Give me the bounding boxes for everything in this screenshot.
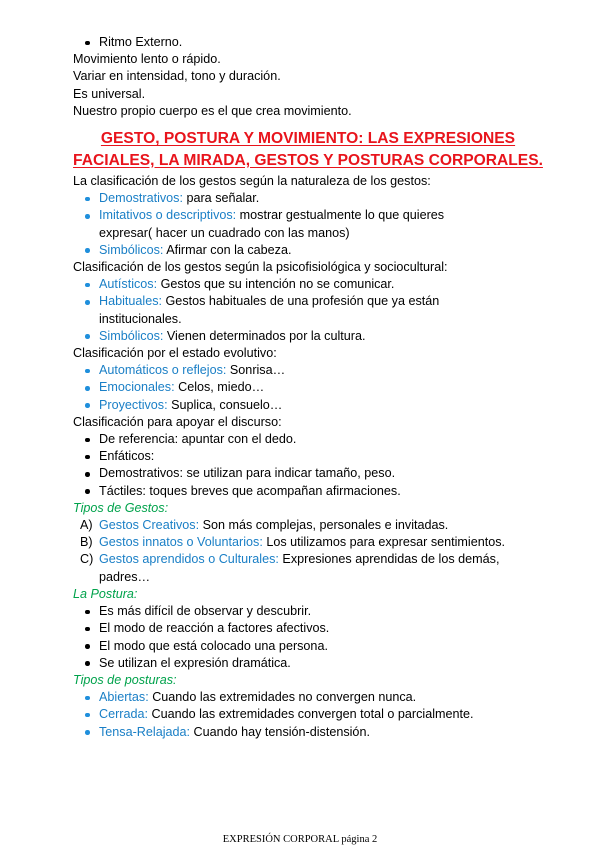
- list-item: Emocionales: Celos, miedo…: [73, 379, 543, 396]
- evolutivo-list: [73, 362, 543, 414]
- tipos-posturas-list: [73, 689, 543, 741]
- list-item: Habituales: Gestos habituales de una profesión que ya están institucionales.: [73, 293, 543, 327]
- list-item: Automáticos o reflejos: Sonrisa…: [73, 362, 543, 379]
- list-item: Proyectivos: Suplica, consuelo…: [73, 397, 543, 414]
- term: Habituales:: [99, 294, 163, 309]
- subsection-title: Tipos de posturas:: [73, 672, 177, 687]
- list-item: Ritmo Externo.: [73, 34, 543, 51]
- list-item: El modo de reacción a factores afectivos.: [73, 620, 543, 637]
- term: Demostrativos:: [99, 191, 183, 206]
- intro-line: Variar en intensidad, tono y duración.: [73, 69, 281, 84]
- term: Abiertas:: [99, 690, 149, 705]
- list-item: B) Gestos innatos o Voluntarios: Los utilizamos para expresar sentimientos.: [73, 534, 543, 551]
- document-page: [73, 34, 543, 741]
- subsection-title: Tipos de Gestos:: [73, 500, 169, 515]
- list-item: Demostrativos: se utilizan para indicar tamaño, peso.: [73, 465, 543, 482]
- term: Gestos aprendidos o Culturales:: [99, 552, 279, 567]
- list-marker: C): [80, 552, 94, 567]
- term: Imitativos o descriptivos:: [99, 208, 237, 223]
- psicofisiologica-list: [73, 276, 543, 345]
- list-item: Simbólicos: Afirmar con la cabeza.: [73, 242, 543, 259]
- list-item: De referencia: apuntar con el dedo.: [73, 431, 543, 448]
- list-item: Demostrativos: para señalar.: [73, 190, 543, 207]
- list-item: Se utilizan el expresión dramática.: [73, 655, 543, 672]
- term: Tensa-Relajada:: [99, 724, 191, 739]
- term: Cerrada:: [99, 707, 148, 722]
- list-item: Tensa-Relajada: Cuando hay tensión-distensión.: [73, 724, 543, 741]
- term: Gestos Creativos:: [99, 518, 200, 533]
- list-item: Imitativos o descriptivos: mostrar gestualmente lo que quieres expresar( hacer un cuadrado con las manos): [73, 207, 543, 241]
- term: Proyectivos:: [99, 397, 168, 412]
- list-item: A) Gestos Creativos: Son más complejas, personales e invitadas.: [73, 517, 543, 534]
- list-item: Simbólicos: Vienen determinados por la cultura.: [73, 328, 543, 345]
- term: Simbólicos:: [99, 328, 164, 343]
- naturaleza-list: [73, 190, 543, 259]
- subsection-title: La Postura:: [73, 586, 138, 601]
- list-item: Autísticos: Gestos que su intención no se comunicar.: [73, 276, 543, 293]
- section-title: Clasificación de los gestos según la psicofisiológica y sociocultural:: [73, 260, 448, 275]
- list-marker: A): [80, 518, 93, 533]
- intro-line: Movimiento lento o rápido.: [73, 52, 221, 67]
- section-title: Clasificación por el estado evolutivo:: [73, 346, 277, 361]
- discurso-list: [73, 431, 543, 500]
- intro-bullet-list: [73, 34, 543, 51]
- term: Autísticos:: [99, 277, 158, 292]
- section-title: La clasificación de los gestos según la naturaleza de los gestos:: [73, 174, 431, 189]
- list-item: Es más difícil de observar y descubrir.: [73, 603, 543, 620]
- list-item: Enfáticos:: [73, 448, 543, 465]
- section-heading: GESTO, POSTURA Y MOVIMIENTO: LAS EXPRESIONES FACIALES, LA MIRADA, GESTOS Y POSTURAS CORPORALES.: [73, 130, 543, 169]
- list-item: Cerrada: Cuando las extremidades convergen total o parcialmente.: [73, 706, 543, 723]
- list-item: El modo que está colocado una persona.: [73, 638, 543, 655]
- list-item: C) Gestos aprendidos o Culturales: Expresiones aprendidas de los demás, padres…: [80, 552, 500, 584]
- term: Automáticos o reflejos:: [99, 363, 227, 378]
- section-title: Clasificación para apoyar el discurso:: [73, 414, 282, 429]
- list-item: Táctiles: toques breves que acompañan afirmaciones.: [73, 483, 543, 500]
- page-footer: EXPRESIÓN CORPORAL página 2: [222, 834, 378, 845]
- term: Gestos innatos o Voluntarios:: [99, 535, 263, 550]
- intro-line: Es universal.: [73, 86, 146, 101]
- term: Simbólicos:: [99, 242, 164, 257]
- intro-line: Nuestro propio cuerpo es el que crea movimiento.: [73, 103, 352, 118]
- term: Emocionales:: [99, 380, 175, 395]
- list-marker: B): [80, 535, 93, 550]
- tipos-gestos-list: [73, 517, 543, 586]
- postura-list: [73, 603, 543, 672]
- list-item: Abiertas: Cuando las extremidades no convergen nunca.: [73, 689, 543, 706]
